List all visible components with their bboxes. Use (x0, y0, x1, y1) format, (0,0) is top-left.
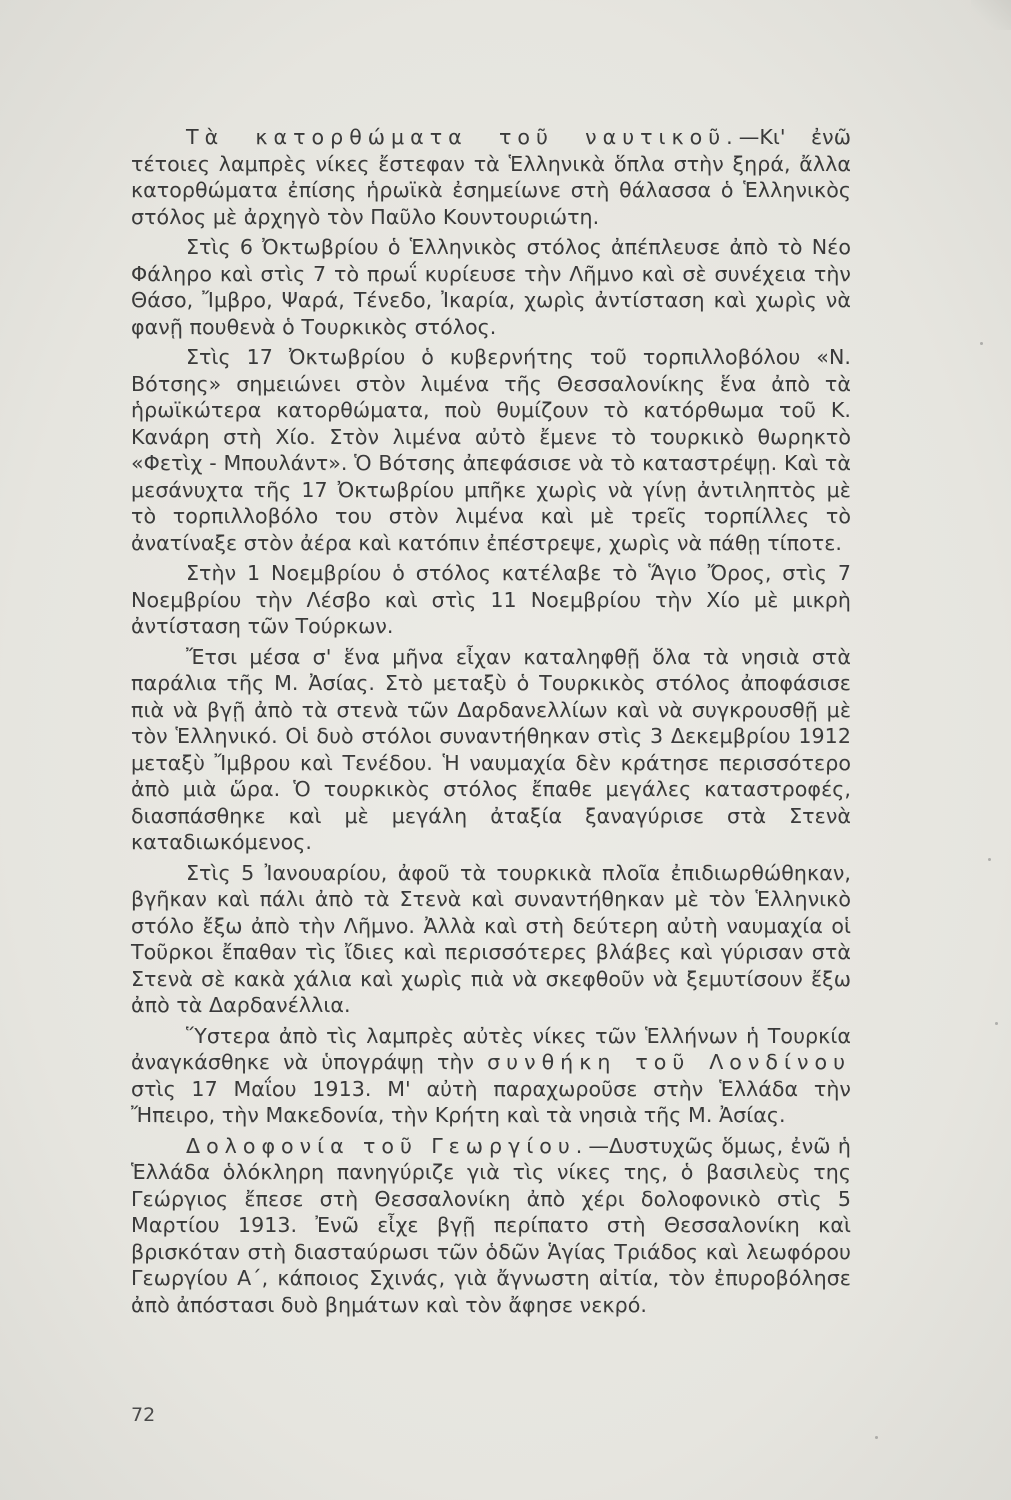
section-heading-assassination: Δολοφονία τοῦ Γεωργίου. (186, 1133, 589, 1158)
page-number: 72 (131, 1404, 156, 1426)
paragraph-text: —Δυστυχῶς ὅμως, ἐνῶ ἡ Ἑλλάδα ὁλόκληρη πανηγύριζε γιὰ τὶς νίκες της, ὁ βασιλεὺς της Γεώργιος ἔπεσε στὴ Θεσσαλονίκη ἀπὸ χέρι δολοφονικὸ στὶς 5 Μαρτίου 1913. Ἐνῶ εἶχε βγῇ περίπατο στὴ Θεσσαλονίκη καὶ βρισκόταν στὴ διασταύρωσι τῶν ὁδῶν Ἁγίας Τριάδος καὶ λεωφόρου Γεωργίου Α΄, κάποιος Σχινάς, γιὰ ἄγνωστη αἰτία, τὸν ἐπυροβόλησε ἀπὸ ἀπόστασι δυὸ βημάτων καὶ τὸν ἄφησε νεκρό. (131, 1133, 851, 1317)
paragraph-text: Στὶς 5 Ἰανουαρίου, ἀφοῦ τὰ τουρκικὰ πλοῖα ἐπιδιωρθώθηκαν, βγῆκαν καὶ πάλι ἀπὸ τὰ Στενὰ καὶ συναντήθηκαν μὲ τὸν Ἑλληνικὸ στόλο ἔξω ἀπὸ τὴν Λῆμνο. Ἀλλὰ καὶ στὴ δεύτερη αὐτὴ ναυμαχία οἱ Τοῦρκοι ἔπαθαν τὶς ἴδιες καὶ περισσότερες βλάβες καὶ γύρισαν στὰ Στενὰ σὲ κακὰ χάλια καὶ χωρὶς πιὰ νὰ σκεφθοῦν νὰ ξεμυτίσουν ἔξω ἀπὸ τὰ Δαρδανέλλια. (131, 860, 851, 1017)
paragraph-text: στὶς 17 Μαΐου 1913. Μ' αὐτὴ παραχωροῦσε στὴν Ἑλλάδα τὴν Ἤπειρο, τὴν Μακεδονία, τὴν Κρήτη καὶ τὰ νησιὰ τῆς Μ. Ἀσίας. (131, 1076, 851, 1127)
paragraph-treaty-london (131, 1023, 851, 1129)
paragraph-november (131, 560, 851, 640)
paragraph-text: Ἔτσι μέσα σ' ἕνα μῆνα εἶχαν καταληφθῇ ὅλα τὰ νησιὰ στὰ παράλια τῆς Μ. Ἀσίας. Στὸ μεταξὺ ὁ Τουρκικὸς στόλος ἀποφάσισε πιὰ νὰ βγῇ ἀπὸ τὰ στενὰ τῶν Δαρδανελλίων καὶ νὰ συγκρουσθῇ μὲ τὸν Ἑλληνικό. Οἱ δυὸ στόλοι συναντήθηκαν στὶς 3 Δεκεμβρίου 1912 μεταξὺ Ἴμβρου καὶ Τενέδου. Ἡ ναυμαχία δὲν κράτησε περισσότερο ἀπὸ μιὰ ὥρα. Ὁ τουρκικὸς στόλος ἔπαθε μεγάλες καταστροφές, διασπάσθηκε καὶ μὲ μεγάλη ἀταξία ξαναγύρισε στὰ Στενὰ καταδιωκόμενος. (131, 644, 851, 854)
paragraph-naval-battle (131, 644, 851, 856)
paragraph-text: Ὕστερα ἀπὸ τὶς λαμπρὲς αὐτὲς νίκες τῶν Ἑλλήνων ἡ Τουρκία ἀναγκάσθηκε νὰ ὑπογράψῃ τὴν (131, 1023, 851, 1074)
paragraph-text: Στὴν 1 Νοεμβρίου ὁ στόλος κατέλαβε τὸ Ἅγιο Ὄρος, στὶς 7 Νοεμβρίου τὴν Λέσβο καὶ στὶς 11 Νοεμβρίου τὴν Χίο μὲ μικρὴ ἀντίσταση τῶν Τούρκων. (131, 561, 851, 638)
scan-speck (875, 1436, 878, 1439)
page-corner-fold (971, 0, 1011, 30)
paragraph-assassination (131, 1133, 851, 1319)
scan-speck (980, 342, 983, 345)
paragraph-october-6 (131, 234, 851, 340)
scan-speck (995, 1022, 998, 1025)
paragraph-october-17 (131, 344, 851, 556)
paragraph-january-5 (131, 860, 851, 1019)
treaty-name: συνθήκη τοῦ Λονδίνου (487, 1050, 851, 1074)
paragraph-naval-achievements (131, 124, 851, 230)
paragraph-text: Στὶς 6 Ὀκτωβρίου ὁ Ἑλληνικὸς στόλος ἀπέπλευσε ἀπὸ τὸ Νέο Φάληρο καὶ στὶς 7 τὸ πρωΐ κυρίευσε τὴν Λῆμνο καὶ σὲ συνέχεια τὴν Θάσο, Ἴμβρο, Ψαρά, Τένεδο, Ἰκαρία, χωρὶς ἀντίσταση καὶ χωρὶς νὰ φανῇ πουθενὰ ὁ Τουρκικὸς στόλος. (131, 235, 851, 339)
paragraph-text: —Κι' ἐνῶ τέτοιες λαμπρὲς νίκες ἔστεφαν τὰ Ἑλληνικὰ ὅπλα στὴν ξηρά, ἄλλα κατορθώματα ἐπίσης ἡρωϊκὰ ἐσημείωνε στὴ θάλασσα ὁ Ἑλληνικὸς στόλος μὲ ἀρχηγὸ τὸν Παῦλο Κουντουριώτη. (131, 125, 851, 229)
scan-speck (988, 858, 991, 861)
paragraph-text: Στὶς 17 Ὀκτωβρίου ὁ κυβερνήτης τοῦ τορπιλλοβόλου «Ν. Βότσης» σημειώνει στὸν λιμένα τῆς Θεσσαλονίκης ἕνα ἀπὸ τὰ ἡρωϊκώτερα κατορθώματα, ποὺ θυμίζουν τὸ κατόρθωμα τοῦ Κ. Κανάρη στὴ Χίο. Στὸν λιμένα αὐτὸ ἔμενε τὸ τουρκικὸ θωρηκτὸ «Φετὶχ - Μπουλάντ». Ὁ Βότσης ἀπεφάσισε νὰ τὸ καταστρέψῃ. Καὶ τὰ μεσάνυχτα τῆς 17 Ὀκτωβρίου μπῆκε χωρὶς νὰ γίνῃ ἀντιληπτὸς μὲ τὸ τορπιλλοβόλο του στὸν λιμένα καὶ μὲ τρεῖς τορπίλλες τὸ ἀνατίναξε στὸν ἀέρα καὶ κατόπιν ἐπέστρεψε, χωρὶς νὰ πάθῃ τίποτε. (131, 345, 851, 555)
document-body (131, 124, 851, 1318)
section-heading-naval: Τὰ κατορθώματα τοῦ ναυτικοῦ. (186, 125, 739, 149)
